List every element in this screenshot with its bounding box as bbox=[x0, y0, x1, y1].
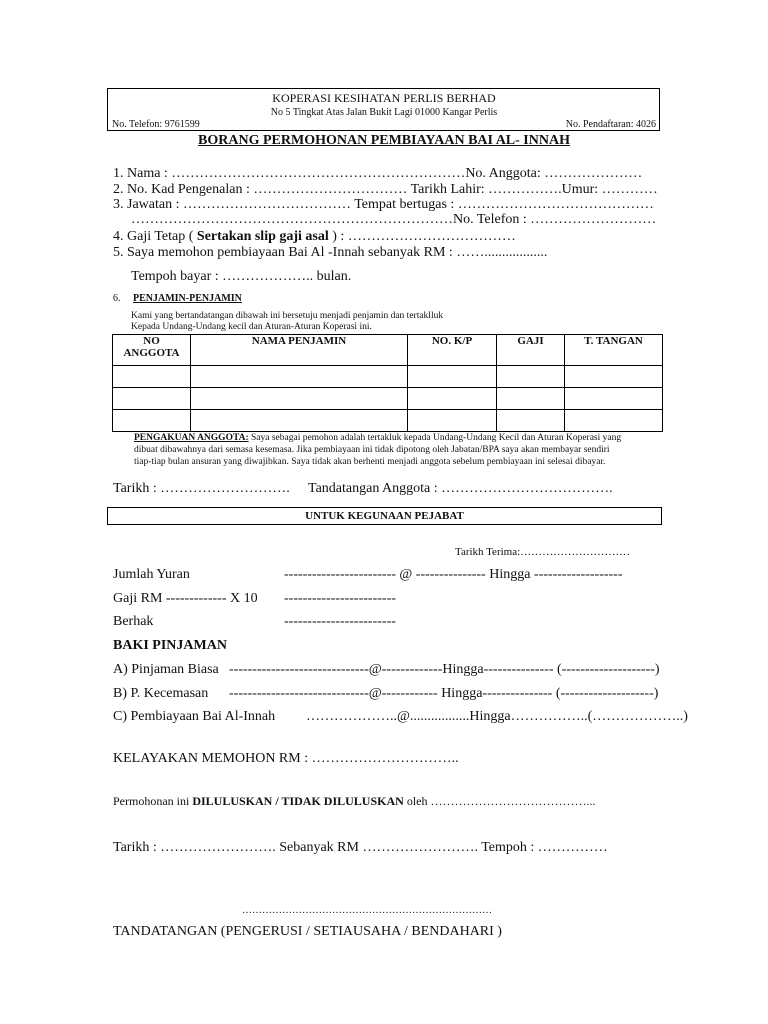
declaration-line-3: tiap-tiap bulan ansuran yang diwajibkan. Saya tidak akan berhenti menjadi anggota sebelum pembiayaan ini selesai dibayar. bbox=[134, 457, 606, 467]
member-signature[interactable]: Tandatangan Anggota : ………………………………. bbox=[308, 481, 613, 496]
salary-note: Sertakan slip gaji asal bbox=[196, 229, 329, 244]
approval-choice: DILULUSKAN / TIDAK DILULUSKAN bbox=[192, 794, 404, 808]
gaji-value[interactable]: ------------------------ bbox=[284, 591, 396, 606]
baki-pinjaman-title: BAKI PINJAMAN bbox=[113, 638, 227, 653]
table-row[interactable] bbox=[113, 366, 663, 388]
berhak-label: Berhak bbox=[113, 614, 154, 629]
loan-b-label: B) P. Kecemasan bbox=[113, 686, 209, 701]
table-row[interactable] bbox=[113, 410, 663, 432]
table-row[interactable] bbox=[113, 388, 663, 410]
declaration-text-1: Saya sebagai pemohon adalah tertakluk kepada Undang-Undang Kecil dan Aturan Koperasi yang bbox=[248, 433, 622, 443]
field-position-line[interactable]: 3. Jawatan : ……………………………… Tempat bertugas : …………………………………… bbox=[113, 197, 654, 212]
approval-post: oleh …………………………………... bbox=[403, 794, 596, 808]
org-registration: No. Pendaftaran: 4026 bbox=[565, 119, 656, 130]
loan-a-label: A) Pinjaman Biasa bbox=[113, 662, 219, 677]
salary-label: 4. Gaji Tetap ( bbox=[113, 229, 197, 244]
guarantor-table bbox=[112, 334, 663, 432]
loan-c-value[interactable]: ………………..@.................Hingga……………..(………………..) bbox=[306, 709, 688, 724]
field-amount-line[interactable]: 5. Saya memohon pembiayaan Bai Al -Innah sebanyak RM : …….................. bbox=[113, 245, 548, 260]
col-gaji: GAJI bbox=[497, 335, 565, 366]
jumlah-yuran-value[interactable]: ------------------------ @ --------------- Hingga ------------------- bbox=[284, 567, 623, 582]
declaration-label: PENGAKUAN ANGGOTA: bbox=[134, 433, 249, 443]
field-ic-line[interactable]: 2. No. Kad Pengenalan : …………………………… Tarikh Lahir: …………….Umur: ………… bbox=[113, 182, 658, 197]
guarantor-intro-2: Kepada Undang-Undang kecil dan Aturan-Aturan Koperasi ini. bbox=[131, 322, 372, 332]
guarantor-number: 6. bbox=[113, 293, 121, 304]
kelayakan-line[interactable]: KELAYAKAN MEMOHON RM : ………………………….. bbox=[113, 751, 459, 766]
guarantor-table-header bbox=[113, 335, 663, 366]
final-date-amount-line[interactable]: Tarikh : ……………………. Sebanyak RM ……………………. Tempoh : …………… bbox=[113, 840, 608, 855]
loan-c-label: C) Pembiayaan Bai Al-Innah bbox=[113, 709, 276, 724]
loan-b-value[interactable]: ------------------------------@------------ Hingga--------------- (--------------------) bbox=[229, 686, 659, 701]
berhak-value[interactable]: ------------------------ bbox=[284, 614, 396, 629]
field-salary-line[interactable] bbox=[113, 229, 516, 245]
received-date[interactable]: Tarikh Terima:………………………… bbox=[455, 546, 631, 558]
jumlah-yuran-label: Jumlah Yuran bbox=[113, 567, 190, 582]
form-title: BORANG PERMOHONAN PEMBIAYAAN BAI AL- INNAH bbox=[198, 133, 570, 148]
guarantor-heading: PENJAMIN-PENJAMIN bbox=[133, 293, 242, 304]
signature-label: TANDATANGAN (PENGERUSI / SETIAUSAHA / BENDAHARI ) bbox=[113, 924, 502, 939]
org-telephone: No. Telefon: 9761599 bbox=[112, 119, 200, 130]
member-date[interactable]: Tarikh : ………………………. bbox=[113, 481, 290, 496]
col-no-kp: NO. K/P bbox=[408, 335, 497, 366]
guarantor-intro-1: Kami yang bertandatangan dibawah ini bersetuju menjadi penjamin dan tertaklluk bbox=[131, 311, 444, 321]
col-nama-penjamin: NAMA PENJAMIN bbox=[191, 335, 408, 366]
field-tempoh-line[interactable]: Tempoh bayar : ……………….. bulan. bbox=[131, 269, 352, 284]
org-name: KOPERASI KESIHATAN PERLIS BERHAD bbox=[272, 91, 496, 105]
org-address: No 5 Tingkat Atas Jalan Bukit Lagi 01000 Kangar Perlis bbox=[270, 107, 498, 118]
field-name-line[interactable]: 1. Nama : ………………………………………………………No. Anggota: ………………… bbox=[113, 166, 643, 181]
approval-line[interactable] bbox=[113, 794, 596, 809]
col-no-anggota: NO ANGGOTA bbox=[113, 335, 191, 366]
loan-a-value[interactable]: ------------------------------@-------------Hingga--------------- (--------------------) bbox=[229, 662, 660, 677]
gaji-label: Gaji RM ------------- X 10 bbox=[113, 591, 258, 606]
office-use-title: UNTUK KEGUNAAN PEJABAT bbox=[107, 507, 662, 525]
field-phone-line[interactable]: ……………………………………………………………No. Telefon : ……………………… bbox=[131, 212, 657, 227]
declaration-line-1 bbox=[134, 433, 621, 443]
approval-pre: Permohonan ini bbox=[113, 794, 193, 808]
declaration-line-2: dibuat dibawahnya dari semasa kesemasa. Jika pembiayaan ini tidak dipotong oleh Jabatan/BPA saya akan membayar sendiri bbox=[134, 445, 610, 455]
signature-dots[interactable]: ………………………………………………………………… bbox=[242, 905, 492, 916]
salary-dots: ) : ……………………………… bbox=[328, 229, 516, 244]
col-t-tangan: T. TANGAN bbox=[565, 335, 663, 366]
